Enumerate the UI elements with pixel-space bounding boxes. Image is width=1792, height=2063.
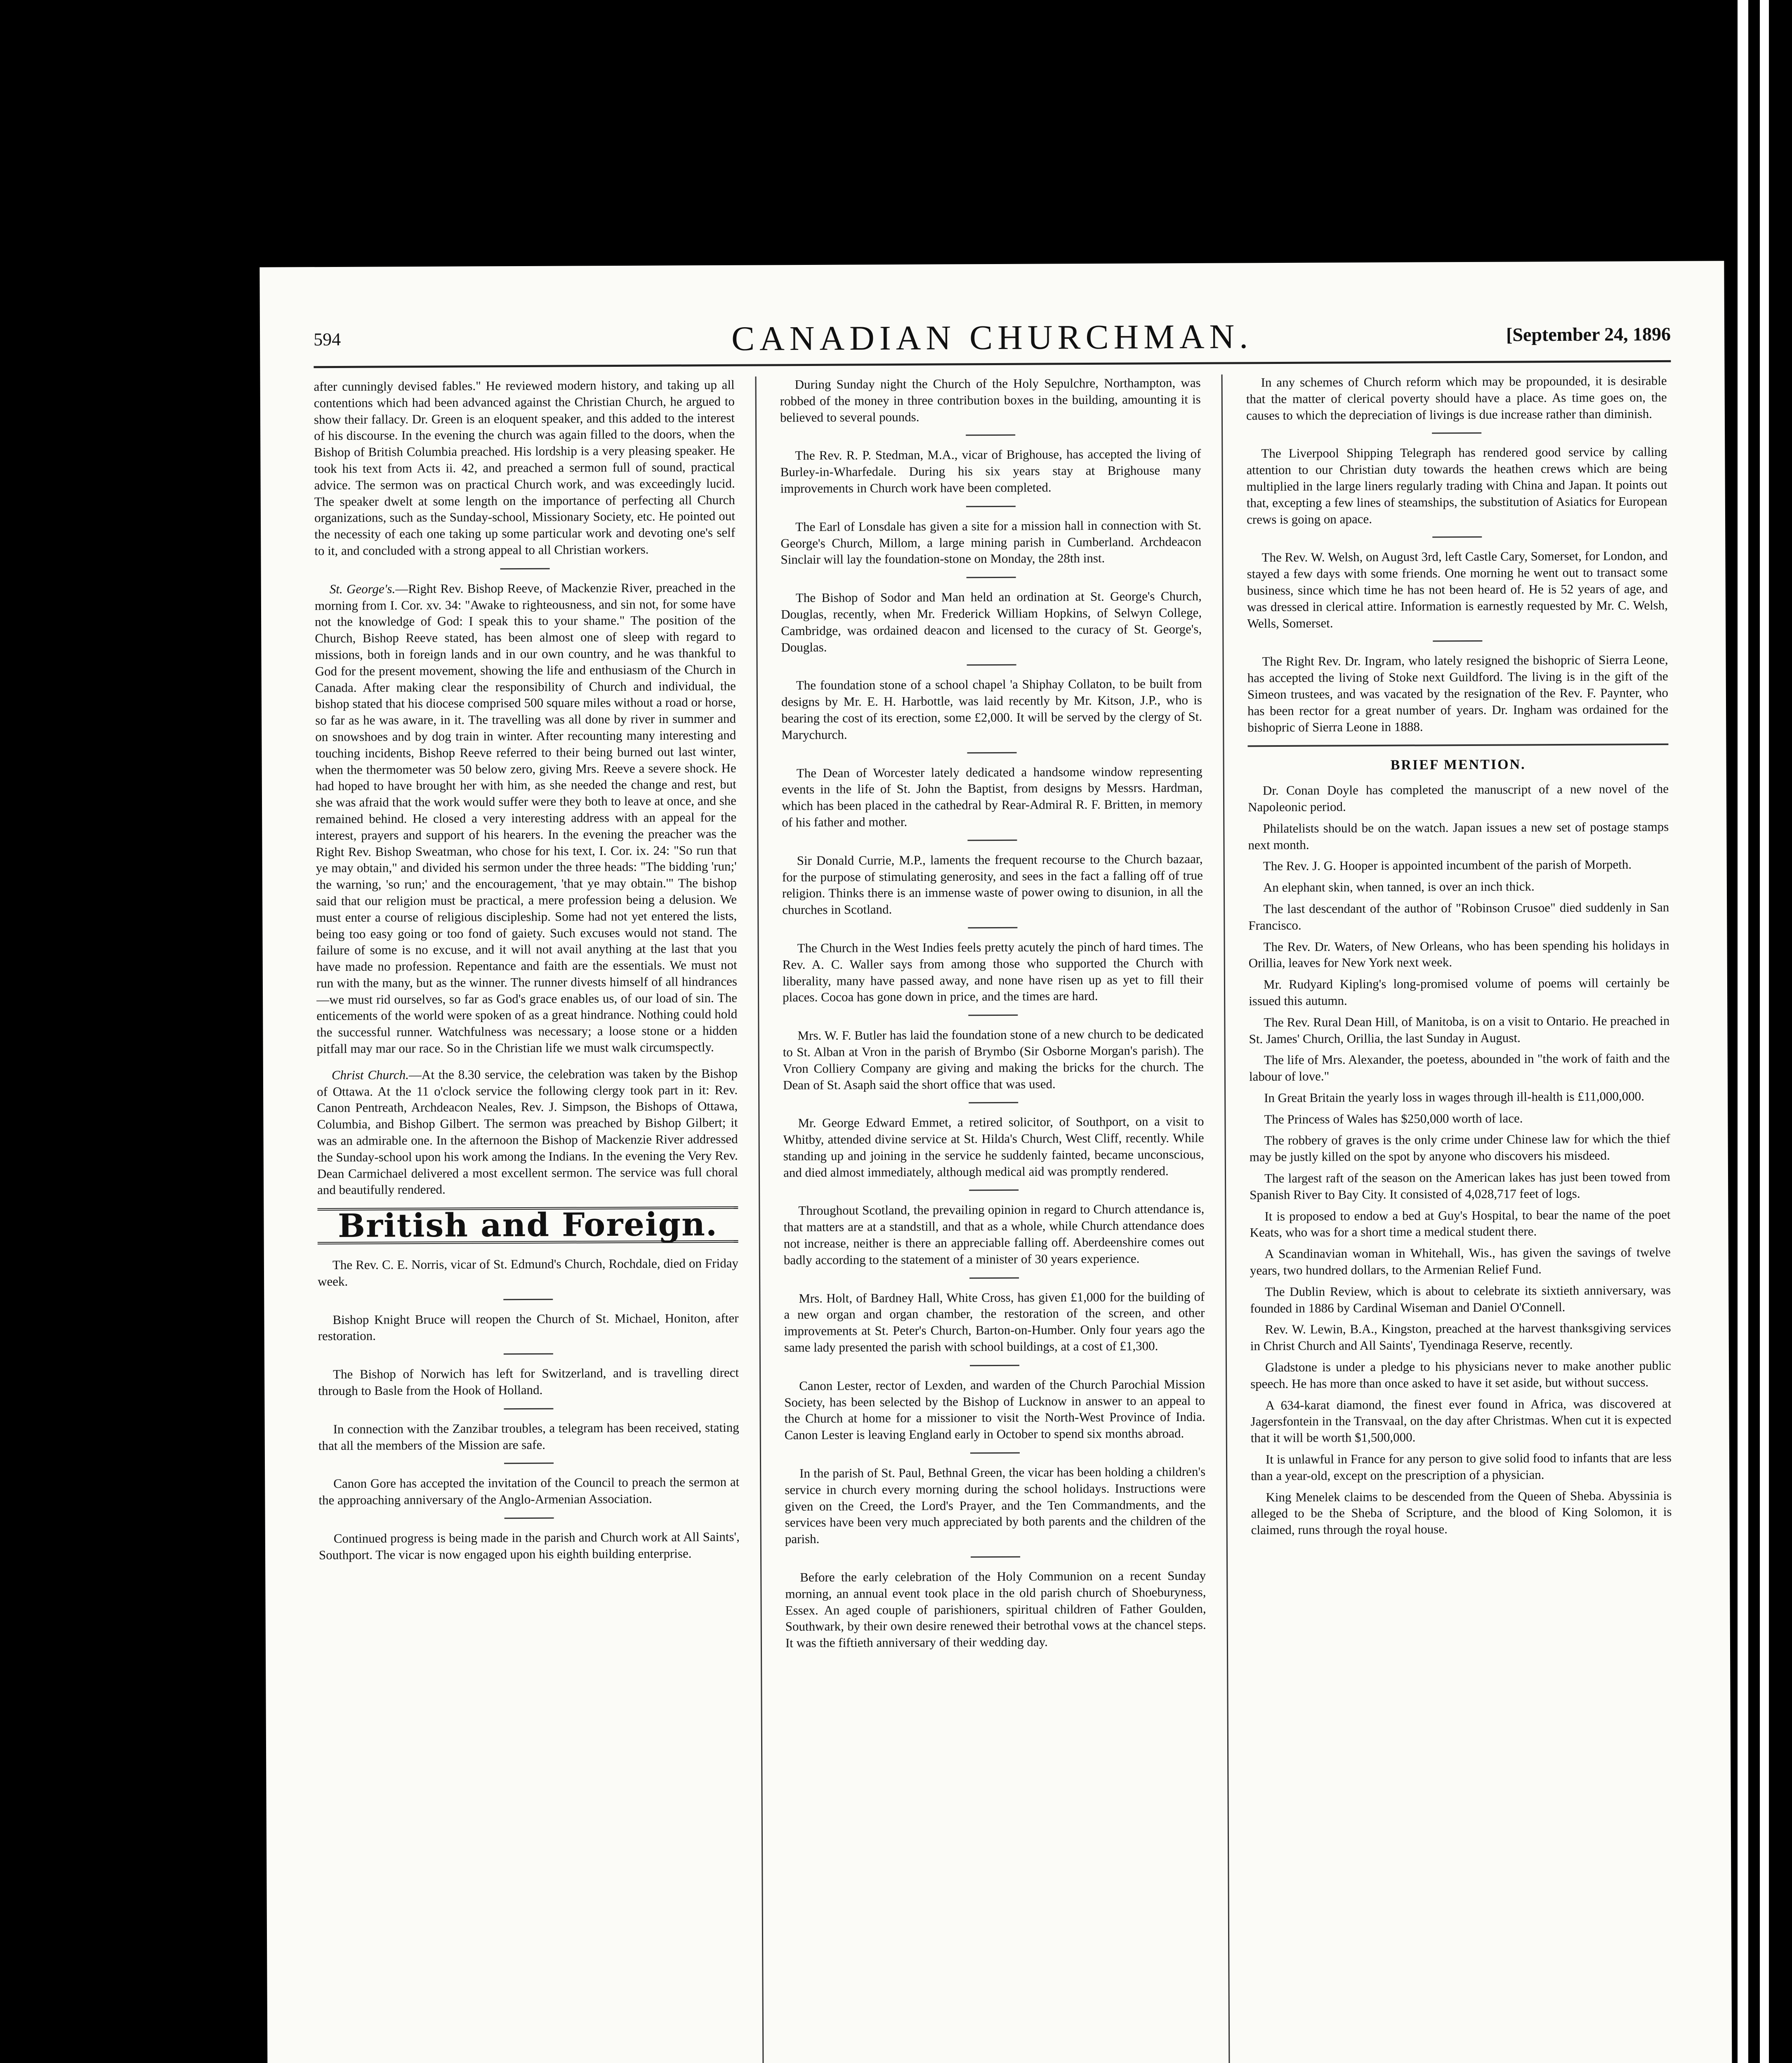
brief-mention-heading: BRIEF MENTION.	[1390, 757, 1526, 773]
news-item: The Bishop of Norwich has left for Switzerland, and is travelling direct through to Basle from the Hook of Holland.	[318, 1365, 739, 1398]
news-item: The Liverpool Shipping Telegraph has rendered good service by calling attention to our Christian duty towards the heathen crews which are being multiplied in the large liners regularly trading with China and Japan. It points out that, excepting a few lines of steamships, the substitution of Asiatics for European crews is going on apace.	[1246, 444, 1667, 526]
brief-item: A Scandinavian woman in Whitehall, Wis., has given the savings of twelve years, two hundred dollars, to the Armenian Relief Fund.	[1250, 1245, 1671, 1278]
brief-item: In Great Britain the yearly loss in wages through ill-health is £11,000,000.	[1264, 1089, 1645, 1105]
scan-edge-gap	[1738, 0, 1748, 2063]
column-rule	[755, 377, 765, 2063]
masthead	[314, 311, 1671, 368]
article-label: Christ Church.	[331, 1067, 409, 1082]
separator	[966, 506, 1016, 507]
news-item: In the parish of St. Paul, Bethnal Green, the vicar has been holding a children's service in church every morning during the school holidays. Instructions were given on the Creed, the Lord's Prayer, and the Ten Commandments, and the services have been very much appreciated by both parents and the children of the parish.	[785, 1464, 1206, 1546]
separator	[969, 1102, 1018, 1104]
news-item: During Sunday night the Church of the Holy Sepulchre, Northampton, was robbed of the money in three contribution boxes in the building, amounting it is believed to several pounds.	[780, 375, 1201, 425]
separator	[1247, 744, 1668, 747]
brief-item: The Princess of Wales has $250,000 worth of lace.	[1264, 1111, 1523, 1126]
brief-item: An elephant skin, when tanned, is over an inch thick.	[1263, 879, 1535, 895]
section-heading: British and Foreign.	[317, 1206, 738, 1244]
column-3	[1246, 373, 1675, 2063]
separator	[504, 1353, 553, 1355]
brief-item: Mr. Rudyard Kipling's long-promised volume of poems will certainly be issued this autumn.	[1249, 975, 1670, 1008]
news-item: Continued progress is being made in the parish and Church work at All Saints', Southport. The vicar is now engaged upon his eighth building enterprise.	[318, 1529, 740, 1562]
issue-date: [September 24, 1896	[1506, 323, 1671, 345]
separator	[1432, 536, 1482, 538]
scan-edge-gap	[1760, 0, 1769, 2063]
separator	[968, 927, 1017, 929]
page-number: 594	[314, 329, 341, 350]
article-text: —At the 8.30 service, the celebration was taken by the Bishop of Ottawa. At the 11 o'clock service the following clergy took part in it: Rev. Canon Pentreath, Archdeacon Neales, Rev. J. Simpson, the Bishops of Ottawa, Columbia, and Bishop Gilbert. The sermon was preached by Bishop Gilbert; it was an admirable one. In the afternoon the Bishop of Mackenzie River addressed the Sunday-school upon his work among the Indians. In the evening the Very Rev. Dean Carmichael delivered a most excellent sermon. The service was full choral and beautifully rendered.	[317, 1066, 738, 1197]
news-item: Mrs. W. F. Butler has laid the foundation stone of a new church to be dedicated to St. Alban at Vron in the parish of Brymbo (Sir Osborne Morgan's parish). The Vron Colliery Company are giving and making the bricks for the church. The Dean of St. Asaph said the short office that was used.	[783, 1026, 1204, 1092]
news-item: In connection with the Zanzibar troubles, a telegram has been received, stating that all the members of the Mission are safe.	[318, 1420, 739, 1453]
brief-item: Rev. W. Lewin, B.A., Kingston, preached at the harvest thanksgiving services in Christ Church and All Saints', Tyendinaga Reserve, recently.	[1250, 1320, 1671, 1353]
brief-item: The life of Mrs. Alexander, the poetess, abounded in "the work of faith and the labour of love."	[1249, 1051, 1670, 1084]
news-item: The Bishop of Sodor and Man held an ordination at St. George's Church, Douglas, recently, when Mr. Frederick William Hopkins, of Selwyn College, Cambridge, was ordained deacon and licensed to the curacy of St. George's, Douglas.	[780, 588, 1202, 654]
news-item: Mr. George Edward Emmet, a retired solicitor, of Southport, on a visit to Whitby, attended divine service at St. Hilda's Church, West Cliff, recently. While standing up and joining in the service he suddenly fainted, became unconscious, and died almost immediately, although medical aid was promptly rendered.	[783, 1114, 1204, 1180]
separator	[500, 568, 550, 569]
news-item: Mrs. Holt, of Bardney Hall, White Cross, has given £1,000 for the building of a new organ and organ chamber, the restoration of the screen, and other improvements at St. Peter's Church, Barton-on-Humber. Only four years ago the same lady presented the parish with school buildings, at a cost of £1,300.	[784, 1289, 1205, 1355]
news-item: Canon Lester, rector of Lexden, and warden of the Church Parochial Mission Society, has been selected by the Bishop of Lucknow in answer to an appeal to the Church at home for a missioner to visit the North-West Province of India. Canon Lester is leaving England early in October to spend six months abroad.	[784, 1376, 1205, 1442]
news-item: The Earl of Lonsdale has given a site for a mission hall in connection with St. George's Church, Millom, a large mining parish in Cumberland. Archdeacon Sinclair will lay the foundation-stone on Monday, the 28th inst.	[780, 517, 1202, 567]
article-christ-church	[317, 1065, 738, 1199]
brief-item: A 634-karat diamond, the finest ever found in Africa, was discovered at Jagersfontein in the Transvaal, on the day after Christmas. When cut it is expected that it will be worth $1,500,000.	[1250, 1396, 1672, 1445]
news-item: The Church in the West Indies feels pretty acutely the pinch of hard times. The Rev. A. C. Waller says from among those who supported the Church with liberality, many have passed away, and none have risen up as yet to fill their places. Cocoa has gone down in price, and the times are hard.	[782, 939, 1203, 1005]
brief-item: The robbery of graves is the only crime under Chinese law for which the thief may be justly killed on the spot by anyone who discovers his misdeed.	[1249, 1131, 1670, 1164]
brief-item: King Menelek claims to be descended from the Queen of Sheba. Abyssinia is alleged to be the Sheba of Scripture, and the blood of King Solomon, it is claimed, runs through the royal house.	[1251, 1488, 1672, 1537]
separator	[504, 1463, 554, 1464]
separator	[969, 1277, 1019, 1279]
separator	[967, 840, 1017, 841]
separator	[505, 1518, 554, 1519]
news-item: The Rev. C. E. Norris, vicar of St. Edmund's Church, Rochdale, died on Friday week.	[318, 1256, 738, 1289]
separator	[970, 1365, 1019, 1367]
separator	[504, 1408, 553, 1410]
separator	[967, 752, 1017, 753]
news-item: The Rev. W. Welsh, on August 3rd, left Castle Cary, Somerset, for London, and stayed a few days with some friends. One morning he went out to transact some business, since which time he has not been heard of. He is 52 years of age, and was dressed in clerical attire. Information is earnestly requested by Mr. C. Welsh, Wells, Somerset.	[1247, 548, 1668, 630]
brief-item: Gladstone is under a pledge to his physicians never to make another public speech. He has more than once asked to have it set aside, but without success.	[1250, 1358, 1672, 1391]
brief-item: It is proposed to endow a bed at Guy's Hospital, to bear the name of the poet Keats, who was for a short time a medical student there.	[1250, 1207, 1671, 1240]
article-label: St. George's.	[329, 581, 396, 596]
newspaper-page	[259, 261, 1733, 2063]
brief-mention-list	[1248, 781, 1672, 1538]
separator	[966, 434, 1015, 436]
separator	[967, 577, 1016, 578]
news-item: The Right Rev. Dr. Ingram, who lately resigned the bishopric of Sierra Leone, has accepted the living of Stoke next Guildford. The living is in the gift of the Simeon trustees, and was vacated by the resignation of the Rev. F. Paynter, who has been rector for a great number of years. Dr. Ingham was ordained for the bishopric of Sierra Leone in 1888.	[1247, 652, 1669, 734]
news-item: Sir Donald Currie, M.P., laments the frequent recourse to the Church bazaar, for the purpose of stimulating generosity, and sees in the fact a falling off of true religion. Thinks there is an immense waste of power owing to disunion, in all the churches in Scotland.	[782, 851, 1203, 917]
separator	[1433, 640, 1482, 642]
brief-item: The last descendant of the author of "Robinson Crusoe" died suddenly in San Francisco.	[1248, 899, 1669, 933]
news-item: Canon Gore has accepted the invitation of the Council to preach the sermon at the approaching anniversary of the Anglo-Armenian Association.	[318, 1475, 740, 1508]
news-item: The Rev. R. P. Stedman, M.A., vicar of Brighouse, has accepted the living of Burley-in-Wharfedale. During his six years stay at Brighouse many improvements in Church work have been completed.	[780, 446, 1201, 496]
news-item: Throughout Scotland, the prevailing opinion in regard to Church attendance is, that matters are at a standstill, and that as a whole, while Church attendance does not increase, neither is there an appreciable falling off. Aberdeenshire comes out badly according to the statement of a minister of 30 years experience.	[783, 1201, 1205, 1268]
separator	[1432, 432, 1481, 434]
brief-item: The Rev. Rural Dean Hill, of Manitoba, is on a visit to Ontario. He preached in St. James' Church, Orillia, the last Sunday in August.	[1249, 1013, 1670, 1046]
article-continuation: after cunningly devised fables." He reviewed modern history, and taking up all contentions which had been advanced against the Christian Church, he argued to show their fallacy. Dr. Green is an eloquent speaker, and this added to the interest of his discourse. In the evening the church was again filled to the doors, when the Bishop of British Columbia preached. His lordship is a very pleasing speaker. He took his text from Acts ii. 42, and preached a sermon full of sound, practical advice. The sermon was on practical Church work, and was exceedingly lucid. The speaker dwelt at some length on the importance of perfecting all Church organizations, such as the Sunday-school, Missionary Society, etc. He pointed out the necessity of each one taking up some particular work and devoting one's self to it, and concluded with a strong appeal to all Christian workers.	[314, 377, 736, 558]
news-item: In any schemes of Church reform which may be propounded, it is desirable that the matter of clerical poverty should have a place. As time goes on, the causes to which the depreciation of livings is due increase rather than diminish.	[1246, 373, 1667, 423]
separator	[967, 664, 1016, 666]
brief-item: The Rev. J. G. Hooper is appointed incumbent of the parish of Morpeth.	[1263, 857, 1632, 873]
news-item: The Dean of Worcester lately dedicated a handsome window representing events in the life of St. John the Baptist, from designs by Messrs. Hardman, which has been placed in the cathedral by Rear-Admiral R. F. Britten, in memory of his father and mother.	[781, 764, 1203, 830]
brief-item: The Dublin Review, which is about to celebrate its sixtieth anniversary, was founded in 1886 by Cardinal Wiseman and Daniel O'Connell.	[1250, 1282, 1671, 1315]
article-st-georges	[315, 579, 738, 1057]
brief-item: The largest raft of the season on the American lakes has just been towed from Spanish River to Bay City. It consisted of 4,028,717 feet of logs.	[1250, 1169, 1671, 1202]
separator	[969, 1190, 1019, 1191]
news-item: Before the early celebration of the Holy Communion on a recent Sunday morning, an annual event took place in the old parish church of Shoeburyness, Essex. An aged couple of parishioners, spiritual children of Father Goulden, Southwark, by their own desire renewed their betrothal vows at the chancel steps. It was the fiftieth anniversary of their wedding day.	[785, 1568, 1206, 1650]
news-item: Bishop Knight Bruce will reopen the Church of St. Michael, Honiton, after restoration.	[318, 1310, 739, 1343]
brief-item: Philatelists should be on the watch. Japan issues a new set of postage stamps next month.	[1248, 819, 1669, 852]
separator	[970, 1452, 1020, 1454]
column-2	[780, 375, 1209, 2063]
separator	[968, 1015, 1018, 1016]
news-item: The foundation stone of a school chapel 'a Shiphay Collaton, to be built from designs by Mr. E. H. Harbottle, was laid recently by Mr. Kitson, J.P., who is bearing the cost of its erection, some £2,000. It will be served by the clergy of St. Marychurch.	[781, 676, 1203, 742]
journal-title: CANADIAN CHURCHMAN.	[731, 317, 1253, 358]
brief-item: Dr. Conan Doyle has completed the manuscript of a new novel of the Napoleonic period.	[1248, 781, 1669, 814]
brief-item: The Rev. Dr. Waters, of New Orleans, who has been spending his holidays in Orillia, leaves for New York next week.	[1248, 937, 1669, 970]
article-text: —Right Rev. Bishop Reeve, of Mackenzie River, preached in the morning from I. Cor. xv. 34: "Awake to righteousness, and sin not, for some have not the knowledge of God: I speak this to your shame." The position of the Church, Bishop Reeve stated, has been almost one of sleep with regard to missions, both in foreign lands and in our own country, and he was thankful to God for the present movement, showing the life and enthusiasm of the Church in Canada. After making clear the responsibility of Church and individual, the bishop stated that his diocese comprised 500 square miles without a road or horse, so far as he was aware, in it. The travelling was all done by river in summer and on snowshoes and by dog train in winter. After recounting many interesting and touching incidents, Bishop Reeve referred to their being burned out last winter, when the thermometer was 50 below zero, giving Mrs. Reeve a severe shock. He had hoped to have brought her with him, as she needed the change and rest, but she was afraid that the work would suffer were they both to leave at once, and she remained behind. He closed a very interesting address with an appeal for the interest, prayers and support of his hearers. In the evening the preacher was the Right Rev. Bishop Sweatman, who chose for his text, I. Cor. ix. 24: "So run that ye may obtain," and divided his sermon under the three heads: "The bidding 'run;' the warning, 'so run;' and the encouragement, 'that ye may obtain.'" The bishop said that our religion must be practical, a mere profession being a delusion. We must enter a course of religious discipleship. Some had not yet entered the lists, being too easy going or too fond of gaiety. Such excuses would not stand. The failure of some is no excuse, and it will not avail anything at the last that you have made no profession. Repentance and faith are the essentials. We must not run with the many, but as the winner. The runner divests himself of all hindrances—we must rid ourselves, so far as God's grace enables us, of our load of sin. The enticements of the world were spoken of as a great hindrance. Nothing could hold the successful runner. Watchfulness was necessary; a loose stone or a hidden pitfall may mar our race. So in the Christian life we must walk circumspectly.	[314, 580, 738, 1056]
column-1	[314, 377, 743, 2063]
separator	[503, 1298, 553, 1300]
column-rule	[1221, 375, 1231, 2063]
separator	[971, 1556, 1020, 1558]
brief-item: It is unlawful in France for any person to give solid food to infants that are less than a year-old, except on the prescription of a physician.	[1251, 1450, 1672, 1483]
